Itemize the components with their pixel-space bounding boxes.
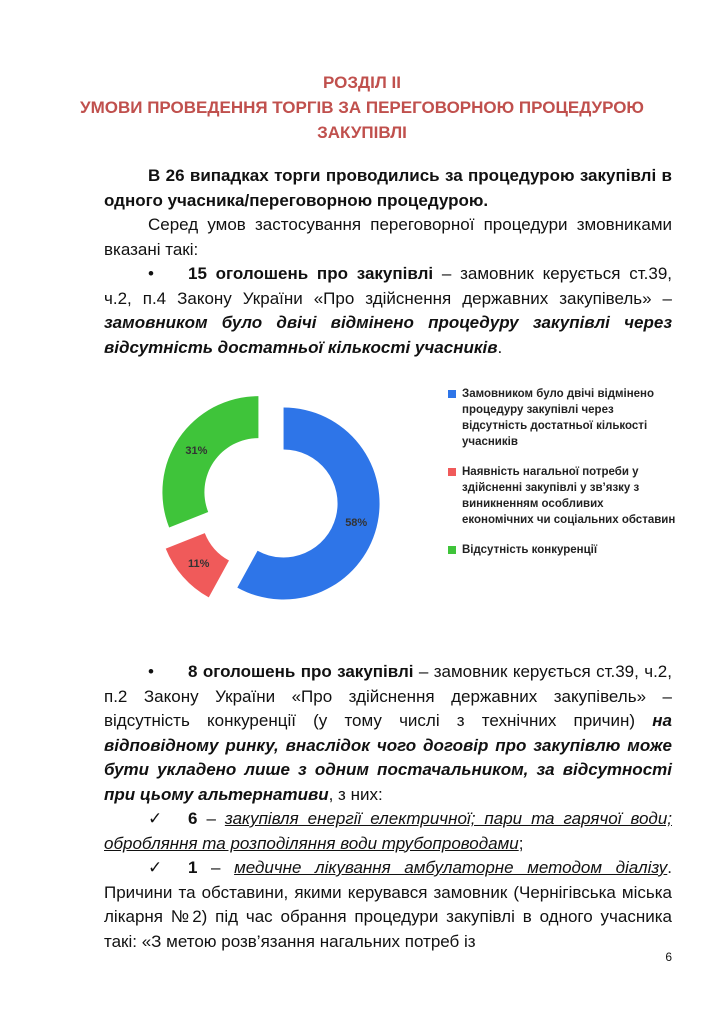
page-number: 6	[665, 950, 672, 964]
legend-label: Замовником було двічі відмінено процедуру закупівлі через відсутність достатньої кількості учасників	[462, 388, 655, 448]
bullet-2-emphasis: на відповідному ринку, внаслідок чого договір про закупівлю може бути укладено лише з одним постачальником, за відсутності при цьому альтернативи	[104, 711, 672, 804]
slice-percent-label: 11%	[188, 557, 210, 570]
check-2-end: . Причини та обставини, якими керувався замовник (Чернігівська міська лікарня №2) під час обрання процедури закупівлі в одного учасника такі: «З метою розв’язання нагальних потреб із	[104, 858, 672, 951]
check-1-dash: –	[197, 809, 225, 828]
check-1-lead: 6	[188, 809, 198, 828]
check-1-end: ;	[518, 833, 524, 853]
check-item-2	[104, 856, 672, 954]
bullet-1-emphasis: замовником було двічі відмінено процедуру закупівлі через відсутність достатньої кількості учасників	[104, 313, 672, 357]
check-2-dash: –	[197, 858, 235, 877]
bullet-2-lead: 8 оголошень про закупівлі	[188, 662, 414, 681]
donut-slice	[162, 396, 258, 527]
chart-legend	[448, 386, 678, 572]
intro-bold-text: В 26 випадках торги проводились за процедурою закупівлі в одного учасника/переговорною процедурою.	[104, 166, 672, 210]
slice-percent-label: 31%	[185, 444, 208, 457]
legend-label: Відсутність конкуренції	[462, 544, 598, 556]
conditions-paragraph: Серед умов застосування переговорної процедури змовниками вказані такі:	[104, 215, 672, 259]
bullet-2-text: – замовник керується ст.39, ч.2, п.2 Закону України «Про здійснення державних закупівель» – відсутність конкуренції (у тому числі з технічних причин)	[104, 662, 672, 730]
check-2-lead: 1	[188, 858, 198, 877]
donut-chart	[160, 382, 440, 622]
bullet-1-end: .	[497, 337, 503, 357]
intro-paragraph	[104, 164, 672, 213]
legend-swatch	[448, 546, 456, 554]
donut-slice	[237, 407, 379, 599]
check-2-emphasis: медичне лікування амбулаторне методом діалізу	[234, 858, 668, 877]
text-block-bottom	[104, 660, 672, 954]
legend-label: Наявність нагальної потреби у здійсненні закупівлі у зв’язку з виникненням особливих економічних чи соціальних обставин	[462, 466, 676, 526]
legend-item	[448, 464, 678, 528]
heading-line-2: УМОВИ ПРОВЕДЕННЯ ТОРГІВ ЗА ПЕРЕГОВОРНОЮ ПРОЦЕДУРОЮ	[80, 98, 644, 117]
bullet-1-text: – замовник керується ст.39, ч.2, п.4 Закону України «Про здійснення державних закупівель» –	[104, 264, 672, 308]
text-block-top	[104, 164, 672, 360]
bullet-1-lead: 15 оголошень про закупівлі	[188, 264, 434, 283]
heading-line-3: ЗАКУПІВЛІ	[317, 123, 407, 142]
checkmark-icon: ✓	[148, 809, 163, 828]
legend-item	[448, 386, 678, 450]
slice-percent-label: 58%	[345, 517, 368, 530]
legend-item	[448, 542, 678, 558]
checkmark-icon: ✓	[148, 858, 163, 877]
legend-swatch	[448, 390, 456, 398]
legend-swatch	[448, 468, 456, 476]
heading-line-1: РОЗДІЛ ІІ	[323, 73, 401, 92]
bullet-2-end: , з них:	[328, 784, 383, 804]
check-1-emphasis: закупівля енергії електричної; пари та гарячої води; обробляння та розподіляння води трубопроводами	[104, 809, 672, 853]
bullet-icon: •	[148, 662, 154, 681]
bullet-item-2	[104, 660, 672, 807]
bullet-icon: •	[148, 264, 154, 283]
section-heading	[60, 70, 664, 145]
bullet-item-1	[104, 262, 672, 360]
check-item-1	[104, 807, 672, 856]
